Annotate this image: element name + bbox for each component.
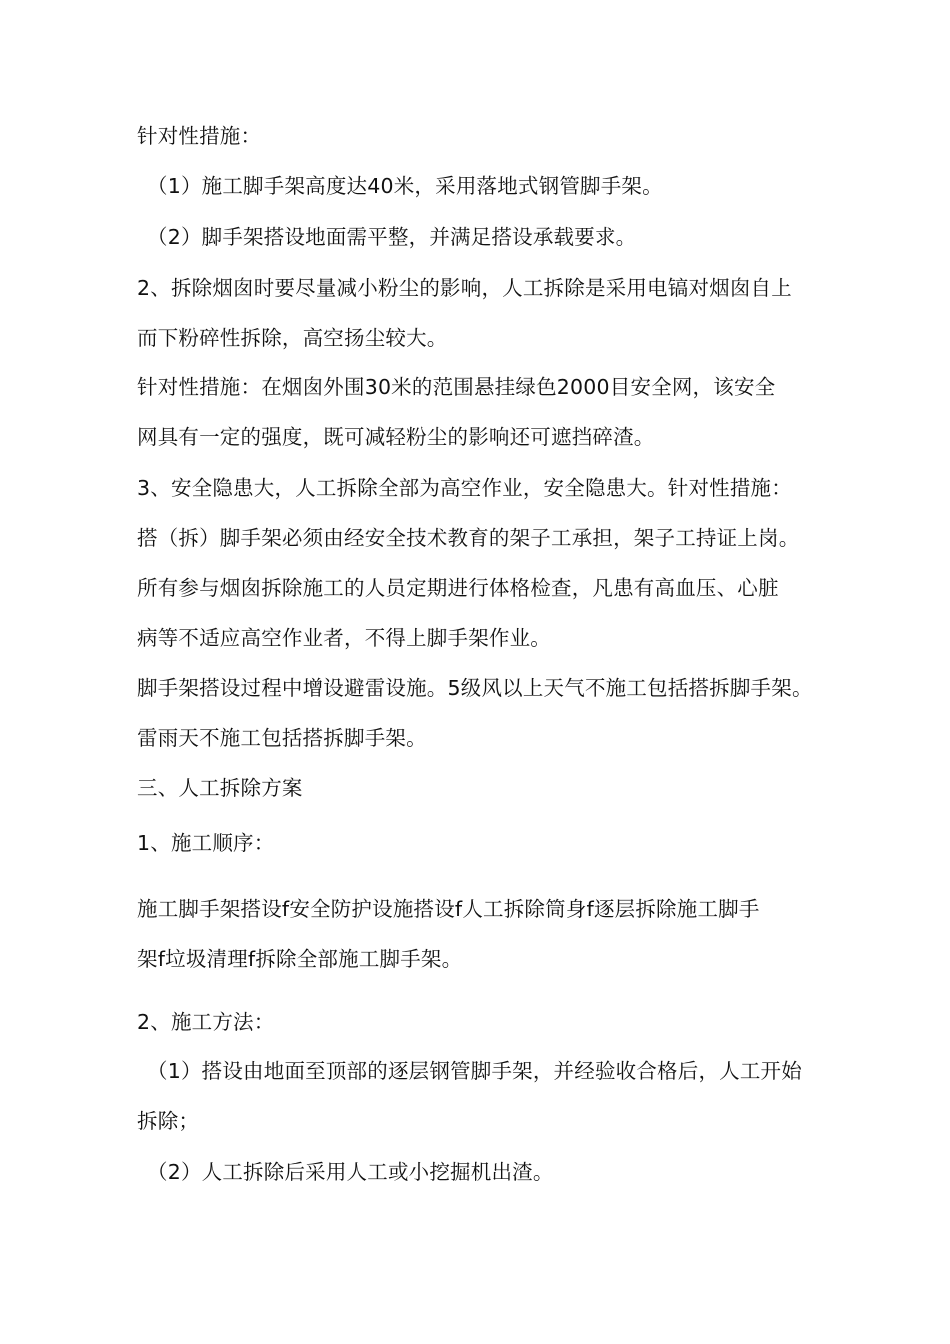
text-line: （1）搭设由地面至顶部的逐层钢管脚手架，并经验收合格后，人工开始 xyxy=(147,1059,802,1083)
text-line: 搭（拆）脚手架必须由经安全技术教育的架子工承担，架子工持证上岗。 xyxy=(137,526,800,550)
text-line: 所有参与烟囱拆除施工的人员定期进行体格检查，凡患有高血压、心脏 xyxy=(137,576,779,600)
text-line: 雷雨天不施工包括搭拆脚手架。 xyxy=(137,726,427,750)
text-line: 病等不适应高空作业者，不得上脚手架作业。 xyxy=(137,626,551,650)
text-line: （2）脚手架搭设地面需平整，并满足搭设承载要求。 xyxy=(147,225,637,249)
text-line: 架f垃圾清理f拆除全部施工脚手架。 xyxy=(137,947,463,971)
subsection-heading: 2、施工方法： xyxy=(137,1010,275,1034)
text-line: 而下粉碎性拆除，高空扬尘较大。 xyxy=(137,326,448,350)
text-line: 针对性措施： xyxy=(137,124,262,148)
text-line: （1）施工脚手架高度达40米，采用落地式钢管脚手架。 xyxy=(147,174,663,198)
text-line: 拆除； xyxy=(137,1109,200,1133)
text-line: 2、拆除烟囱时要尽量减小粉尘的影响，人工拆除是采用电镐对烟囱自上 xyxy=(137,276,792,300)
text-line: （2）人工拆除后采用人工或小挖掘机出渣。 xyxy=(147,1160,554,1184)
text-line: 3、安全隐患大，人工拆除全部为高空作业，安全隐患大。针对性措施： xyxy=(137,476,792,500)
subsection-heading: 1、施工顺序： xyxy=(137,831,275,855)
text-line: 网具有一定的强度，既可减轻粉尘的影响还可遮挡碎渣。 xyxy=(137,425,655,449)
text-line: 脚手架搭设过程中增设避雷设施。5级风以上天气不施工包括搭拆脚手架。 xyxy=(137,676,813,700)
section-heading: 三、人工拆除方案 xyxy=(137,776,303,800)
text-line: 针对性措施：在烟囱外围30米的范围悬挂绿色2000目安全网，该安全 xyxy=(137,375,776,399)
text-line: 施工脚手架搭设f安全防护设施搭设f人工拆除筒身f逐层拆除施工脚手 xyxy=(137,897,760,921)
